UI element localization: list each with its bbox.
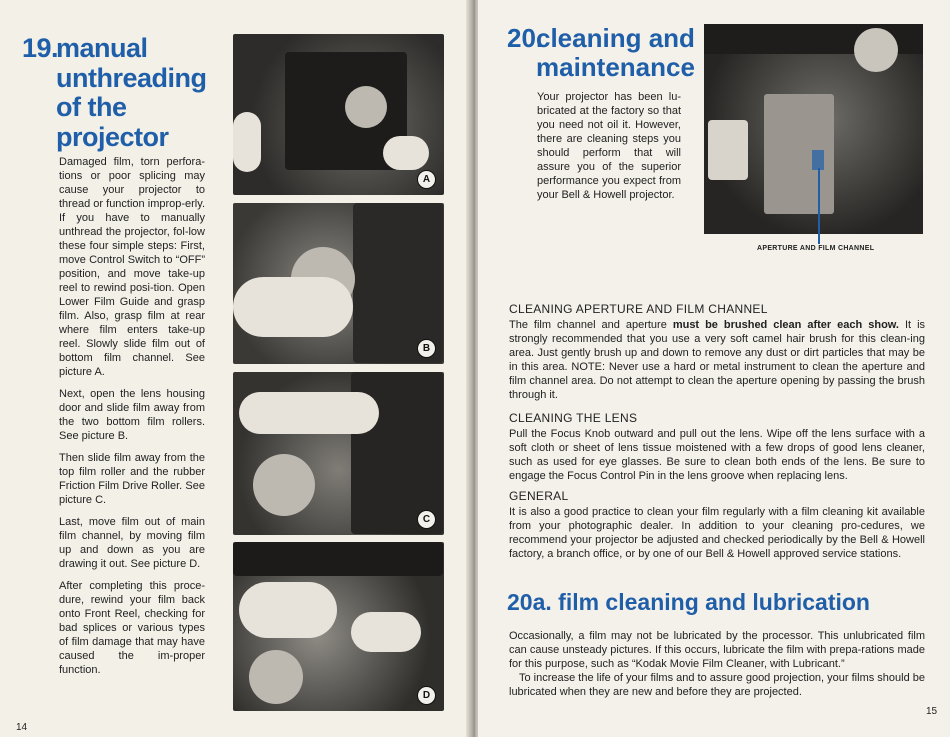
- lubrication-text: Occasionally, a film may not be lubricated by the processor. This unlubricated film can cause unsteady pictures. If this occurs, lubricate the film with prepa-rations made for this purpose, such as “Kodak Movie Film Cleaner, with Lubricant.”: [509, 630, 925, 670]
- section-heading: CLEANING APERTURE AND FILM CHANNEL: [509, 302, 768, 316]
- section-cleaning-lens: [509, 411, 925, 483]
- emphasis-text: must be brushed clean after each show.: [672, 319, 899, 331]
- paragraph: Then slide film away from the top film roller and the rubber Friction Film Drive Roller. See picture C.: [59, 452, 205, 506]
- paragraph: After completing this proce-dure, rewind your film back onto Front Reel, checking for bad splices or various types of film damage that may have caused the im-proper function.: [59, 580, 205, 676]
- aperture-highlight: [812, 150, 824, 170]
- paragraph: Next, open the lens housing door and slide film away from the two bottom film rollers. See picture B.: [59, 388, 205, 442]
- section-text: It is also a good practice to clean your film regularly with a film cleaning kit available from your photographic dealer. In addition to your cleaning pro-cedures, we recommend your projector be adjusted and checked periodically by the Bell & Howell factory, a branch office, or by one of our Bell & Howell approved service stations.: [509, 506, 925, 560]
- callout-line: [818, 168, 820, 244]
- aperture-photo: [704, 24, 923, 234]
- paragraph: Damaged film, torn perfora-tions or poor splicing may cause your projector to thread or function improp-erly. If you have to manually unthread the projector, fol-low these four simple steps: First, move Control Switch to “OFF” position, and move take-up reel to rewind posi-tion. Open Lower Film Guide and grasp film. Also, grasp film at rear where film enters take-up reel. Slowly slide film out of bottom film channel. See picture A.: [59, 156, 205, 378]
- paragraph: Last, move film out of main film channel, by moving film up and down as you are drawing it out. See picture D.: [59, 516, 205, 570]
- title-line: cleaning and: [536, 23, 695, 53]
- title-line: manual: [56, 33, 148, 63]
- photo-c: [233, 372, 444, 535]
- section-text: Pull the Focus Knob outward and pull out the lens. Wipe off the lens surface with a soft cloth or sheet of lens tissue moistened with a few drops of good lens cleaner, such as used for eye glasses. Be sure to clean both ends of the lens. Be sure to engage the Focus Control Pin in the lens groove when replacing lens.: [509, 428, 925, 482]
- section-heading: CLEANING THE LENS: [509, 411, 638, 425]
- page-number: 15: [926, 706, 938, 717]
- section-20a-title: 20a. film cleaning and lubrication: [507, 589, 870, 615]
- unthreading-instructions: [59, 155, 205, 685]
- photo-d: [233, 542, 444, 711]
- page-number: 14: [16, 722, 28, 733]
- section-number: 20.: [507, 23, 544, 53]
- section-19-title: [22, 34, 207, 153]
- photo-b: [233, 203, 444, 364]
- section-heading: GENERAL: [509, 489, 569, 503]
- section-text: The film channel and aperture must be brushed clean after each show. It is strongly recommended that you use a very soft camel hair brush for this clean-ing area. Just gently brush up and down to remove any dust or dirt particles that may be in this area. NOTE: Never use a hard or metal instrument to clean the aperture and film channel area. Do not attempt to clean the aperture opening by passing the brush through it.: [509, 319, 926, 401]
- section-20-title: [507, 24, 695, 81]
- photo-caption: APERTURE AND FILM CHANNEL: [757, 245, 875, 252]
- title-line: of the: [56, 92, 127, 123]
- photo-label: B: [417, 339, 436, 358]
- left-page: [0, 0, 470, 737]
- photo-label: D: [417, 686, 436, 705]
- photo-label: A: [417, 170, 436, 189]
- title-line: unthreading: [56, 62, 207, 93]
- maintenance-intro: Your projector has been lu-bricated at the factory so that you need not oil it. However, there are cleaning steps you should perform that will assure you of the superior performance you expect from your Bell & Howell projector.: [537, 91, 681, 201]
- title-line: maintenance: [536, 51, 695, 82]
- title-line: projector: [56, 122, 169, 153]
- section-lubrication: [509, 629, 925, 699]
- section-number: 19.: [22, 33, 59, 63]
- lubrication-text: To increase the life of your films and to assure good projection, your films should be lubricated when they are new and before they are projected.: [509, 672, 925, 698]
- section-general: [509, 489, 925, 561]
- photo-label: C: [417, 510, 436, 529]
- photo-a: [233, 34, 444, 195]
- section-cleaning-aperture: [509, 302, 925, 402]
